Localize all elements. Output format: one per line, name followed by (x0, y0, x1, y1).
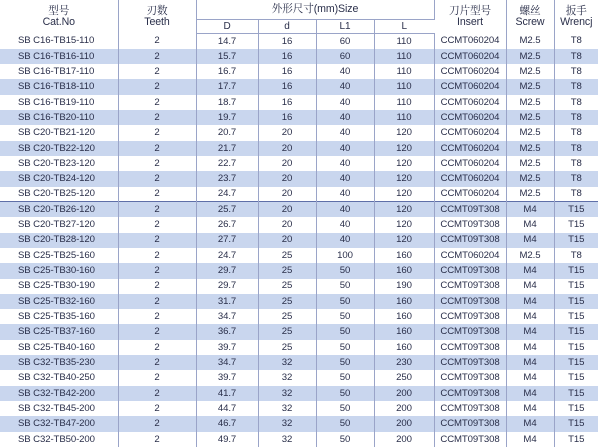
header-cat-cn: 型号 (48, 4, 70, 17)
cat-no-cell: SB C25-TB32-160 (0, 294, 118, 309)
teeth-cell: 2 (118, 309, 196, 324)
table-header (0, 0, 598, 34)
teeth-cell: 2 (118, 386, 196, 401)
teeth-cell: 2 (118, 340, 196, 355)
teeth-cell: 2 (118, 95, 196, 110)
table-row (0, 64, 598, 79)
wrench-cell: T15 (554, 416, 598, 431)
size-L1-cell: 50 (316, 355, 374, 370)
size-d-cell: 20 (258, 156, 316, 171)
screw-cell: M2.5 (506, 171, 554, 186)
insert-cell: CCMT060204 (434, 125, 506, 140)
screw-cell: M2.5 (506, 141, 554, 156)
table-row (0, 217, 598, 232)
teeth-cell: 2 (118, 217, 196, 232)
size-L1-cell: 40 (316, 233, 374, 248)
header-teeth-cn: 刃数 (146, 4, 168, 17)
wrench-cell: T8 (554, 171, 598, 186)
size-D-cell: 44.7 (196, 401, 258, 416)
header-size-d: d (258, 20, 316, 34)
size-L-cell: 190 (374, 279, 434, 294)
size-L-cell: 200 (374, 416, 434, 431)
cat-no-cell: SB C20-TB25-120 (0, 187, 118, 202)
table-row (0, 125, 598, 140)
size-d-cell: 20 (258, 217, 316, 232)
size-d-cell: 16 (258, 49, 316, 64)
insert-cell: CCMT060204 (434, 64, 506, 79)
insert-cell: CCMT060204 (434, 110, 506, 125)
size-D-cell: 29.7 (196, 263, 258, 278)
size-D-cell: 26.7 (196, 217, 258, 232)
wrench-cell: T8 (554, 125, 598, 140)
size-d-cell: 20 (258, 171, 316, 186)
size-L-cell: 200 (374, 401, 434, 416)
size-L-cell: 110 (374, 79, 434, 94)
size-L-cell: 230 (374, 355, 434, 370)
wrench-cell: T8 (554, 34, 598, 49)
screw-cell: M4 (506, 386, 554, 401)
teeth-cell: 2 (118, 34, 196, 49)
insert-cell: CCMT09T308 (434, 324, 506, 339)
wrench-cell: T8 (554, 141, 598, 156)
table-row (0, 141, 598, 156)
size-D-cell: 23.7 (196, 171, 258, 186)
size-L-cell: 160 (374, 309, 434, 324)
size-D-cell: 25.7 (196, 202, 258, 217)
size-L1-cell: 40 (316, 110, 374, 125)
table-row (0, 34, 598, 49)
wrench-cell: T8 (554, 156, 598, 171)
cat-no-cell: SB C16-TB15-110 (0, 34, 118, 49)
screw-cell: M4 (506, 416, 554, 431)
insert-cell: CCMT060204 (434, 156, 506, 171)
cat-no-cell: SB C25-TB35-160 (0, 309, 118, 324)
size-L1-cell: 50 (316, 432, 374, 447)
size-D-cell: 39.7 (196, 370, 258, 385)
header-insert (434, 0, 506, 34)
cat-no-cell: SB C20-TB26-120 (0, 202, 118, 217)
header-screw (506, 0, 554, 34)
size-L1-cell: 40 (316, 217, 374, 232)
cat-no-cell: SB C20-TB24-120 (0, 171, 118, 186)
cat-no-cell: SB C16-TB18-110 (0, 79, 118, 94)
wrench-cell: T8 (554, 49, 598, 64)
insert-cell: CCMT09T308 (434, 233, 506, 248)
size-d-cell: 32 (258, 416, 316, 431)
size-L-cell: 160 (374, 324, 434, 339)
table-row (0, 432, 598, 447)
insert-cell: CCMT09T308 (434, 263, 506, 278)
teeth-cell: 2 (118, 355, 196, 370)
cat-no-cell: SB C32-TB42-200 (0, 386, 118, 401)
screw-cell: M4 (506, 401, 554, 416)
screw-cell: M2.5 (506, 156, 554, 171)
wrench-cell: T15 (554, 386, 598, 401)
cat-no-cell: SB C32-TB47-200 (0, 416, 118, 431)
header-wrench (554, 0, 598, 34)
wrench-cell: T15 (554, 432, 598, 447)
size-L1-cell: 40 (316, 79, 374, 94)
size-D-cell: 17.7 (196, 79, 258, 94)
size-L1-cell: 40 (316, 171, 374, 186)
size-D-cell: 16.7 (196, 64, 258, 79)
teeth-cell: 2 (118, 370, 196, 385)
header-size-D: D (196, 20, 258, 34)
size-L1-cell: 50 (316, 263, 374, 278)
size-L1-cell: 60 (316, 34, 374, 49)
teeth-cell: 2 (118, 64, 196, 79)
header-teeth-en: Teeth (144, 15, 170, 28)
size-d-cell: 20 (258, 125, 316, 140)
size-L1-cell: 60 (316, 49, 374, 64)
header-screw-cn: 螺丝 (519, 4, 541, 17)
header-wrench-cn: 扳手 (565, 4, 587, 17)
header-size-L: L (374, 20, 434, 34)
header-teeth (118, 0, 196, 34)
teeth-cell: 2 (118, 141, 196, 156)
insert-cell: CCMT09T308 (434, 217, 506, 232)
cat-no-cell: SB C25-TB30-190 (0, 279, 118, 294)
table-row (0, 324, 598, 339)
insert-cell: CCMT060204 (434, 49, 506, 64)
table-row (0, 95, 598, 110)
screw-cell: M2.5 (506, 110, 554, 125)
size-L-cell: 110 (374, 34, 434, 49)
table-row (0, 416, 598, 431)
insert-cell: CCMT09T308 (434, 309, 506, 324)
insert-cell: CCMT09T308 (434, 294, 506, 309)
teeth-cell: 2 (118, 263, 196, 278)
header-size-L1: L1 (316, 20, 374, 34)
size-d-cell: 32 (258, 355, 316, 370)
size-D-cell: 49.7 (196, 432, 258, 447)
screw-cell: M4 (506, 217, 554, 232)
cat-no-cell: SB C32-TB35-230 (0, 355, 118, 370)
size-L-cell: 120 (374, 156, 434, 171)
size-L-cell: 110 (374, 110, 434, 125)
wrench-cell: T8 (554, 64, 598, 79)
insert-cell: CCMT09T308 (434, 370, 506, 385)
size-D-cell: 19.7 (196, 110, 258, 125)
screw-cell: M2.5 (506, 79, 554, 94)
size-L1-cell: 50 (316, 309, 374, 324)
wrench-cell: T15 (554, 340, 598, 355)
table-row (0, 263, 598, 278)
size-L1-cell: 50 (316, 279, 374, 294)
teeth-cell: 2 (118, 416, 196, 431)
size-L-cell: 120 (374, 187, 434, 202)
cat-no-cell: SB C16-TB19-110 (0, 95, 118, 110)
size-D-cell: 36.7 (196, 324, 258, 339)
screw-cell: M4 (506, 340, 554, 355)
size-D-cell: 24.7 (196, 187, 258, 202)
size-D-cell: 41.7 (196, 386, 258, 401)
screw-cell: M2.5 (506, 49, 554, 64)
size-L1-cell: 50 (316, 401, 374, 416)
size-L1-cell: 50 (316, 386, 374, 401)
size-L1-cell: 50 (316, 340, 374, 355)
size-d-cell: 25 (258, 263, 316, 278)
size-D-cell: 39.7 (196, 340, 258, 355)
wrench-cell: T15 (554, 324, 598, 339)
size-d-cell: 25 (258, 294, 316, 309)
insert-cell: CCMT09T308 (434, 202, 506, 217)
table-row (0, 110, 598, 125)
table-row (0, 401, 598, 416)
screw-cell: M4 (506, 279, 554, 294)
table-row (0, 294, 598, 309)
size-D-cell: 24.7 (196, 248, 258, 263)
wrench-cell: T15 (554, 217, 598, 232)
screw-cell: M2.5 (506, 64, 554, 79)
table-row (0, 233, 598, 248)
table-body (0, 34, 598, 447)
insert-cell: CCMT09T308 (434, 279, 506, 294)
insert-cell: CCMT09T308 (434, 386, 506, 401)
screw-cell: M4 (506, 263, 554, 278)
screw-cell: M2.5 (506, 248, 554, 263)
teeth-cell: 2 (118, 279, 196, 294)
size-L-cell: 120 (374, 233, 434, 248)
cat-no-cell: SB C16-TB20-110 (0, 110, 118, 125)
size-d-cell: 25 (258, 309, 316, 324)
table-row (0, 248, 598, 263)
screw-cell: M2.5 (506, 34, 554, 49)
size-D-cell: 22.7 (196, 156, 258, 171)
size-L-cell: 200 (374, 386, 434, 401)
teeth-cell: 2 (118, 110, 196, 125)
cat-no-cell: SB C20-TB21-120 (0, 125, 118, 140)
size-L-cell: 110 (374, 64, 434, 79)
cat-no-cell: SB C20-TB22-120 (0, 141, 118, 156)
size-L1-cell: 100 (316, 248, 374, 263)
screw-cell: M4 (506, 355, 554, 370)
wrench-cell: T15 (554, 294, 598, 309)
table-row (0, 156, 598, 171)
wrench-cell: T15 (554, 233, 598, 248)
header-insert-cn: 刀片型号 (449, 4, 491, 17)
size-d-cell: 25 (258, 340, 316, 355)
size-L1-cell: 50 (316, 370, 374, 385)
size-L1-cell: 40 (316, 95, 374, 110)
size-L1-cell: 40 (316, 125, 374, 140)
insert-cell: CCMT09T308 (434, 416, 506, 431)
size-L-cell: 200 (374, 432, 434, 447)
cat-no-cell: SB C25-TB37-160 (0, 324, 118, 339)
size-d-cell: 25 (258, 324, 316, 339)
size-D-cell: 34.7 (196, 355, 258, 370)
insert-cell: CCMT09T308 (434, 355, 506, 370)
size-d-cell: 32 (258, 432, 316, 447)
wrench-cell: T15 (554, 355, 598, 370)
header-insert-en: Insert (457, 15, 483, 28)
teeth-cell: 2 (118, 294, 196, 309)
wrench-cell: T15 (554, 279, 598, 294)
size-L-cell: 160 (374, 294, 434, 309)
wrench-cell: T15 (554, 401, 598, 416)
table-row (0, 79, 598, 94)
teeth-cell: 2 (118, 432, 196, 447)
table-row (0, 187, 598, 202)
table-row (0, 171, 598, 186)
screw-cell: M4 (506, 294, 554, 309)
cat-no-cell: SB C20-TB28-120 (0, 233, 118, 248)
size-D-cell: 20.7 (196, 125, 258, 140)
cat-no-cell: SB C20-TB27-120 (0, 217, 118, 232)
teeth-cell: 2 (118, 171, 196, 186)
size-d-cell: 25 (258, 279, 316, 294)
insert-cell: CCMT060204 (434, 187, 506, 202)
table-row (0, 355, 598, 370)
screw-cell: M4 (506, 233, 554, 248)
size-d-cell: 16 (258, 64, 316, 79)
size-L1-cell: 50 (316, 416, 374, 431)
size-D-cell: 31.7 (196, 294, 258, 309)
size-D-cell: 29.7 (196, 279, 258, 294)
teeth-cell: 2 (118, 248, 196, 263)
table-row (0, 386, 598, 401)
teeth-cell: 2 (118, 125, 196, 140)
header-cat-no (0, 0, 118, 34)
teeth-cell: 2 (118, 202, 196, 217)
header-cat-en: Cat.No (42, 15, 75, 28)
screw-cell: M4 (506, 324, 554, 339)
wrench-cell: T15 (554, 370, 598, 385)
cat-no-cell: SB C25-TB40-160 (0, 340, 118, 355)
teeth-cell: 2 (118, 79, 196, 94)
size-L1-cell: 40 (316, 156, 374, 171)
size-D-cell: 34.7 (196, 309, 258, 324)
wrench-cell: T15 (554, 202, 598, 217)
cat-no-cell: SB C16-TB16-110 (0, 49, 118, 64)
header-screw-en: Screw (515, 15, 545, 28)
screw-cell: M2.5 (506, 95, 554, 110)
size-L-cell: 120 (374, 141, 434, 156)
size-L1-cell: 40 (316, 141, 374, 156)
screw-cell: M4 (506, 309, 554, 324)
size-L-cell: 120 (374, 217, 434, 232)
size-L1-cell: 40 (316, 202, 374, 217)
table-row (0, 370, 598, 385)
size-D-cell: 18.7 (196, 95, 258, 110)
table-row (0, 279, 598, 294)
insert-cell: CCMT09T308 (434, 432, 506, 447)
size-L-cell: 160 (374, 340, 434, 355)
wrench-cell: T8 (554, 79, 598, 94)
table-row (0, 49, 598, 64)
size-L-cell: 110 (374, 49, 434, 64)
size-L-cell: 120 (374, 171, 434, 186)
size-L1-cell: 40 (316, 64, 374, 79)
size-d-cell: 32 (258, 386, 316, 401)
cat-no-cell: SB C20-TB23-120 (0, 156, 118, 171)
screw-cell: M4 (506, 432, 554, 447)
screw-cell: M2.5 (506, 125, 554, 140)
header-wrench-en: Wrencj (560, 15, 593, 28)
insert-cell: CCMT09T308 (434, 401, 506, 416)
size-L1-cell: 40 (316, 187, 374, 202)
size-d-cell: 16 (258, 79, 316, 94)
size-d-cell: 32 (258, 401, 316, 416)
teeth-cell: 2 (118, 49, 196, 64)
size-D-cell: 27.7 (196, 233, 258, 248)
size-d-cell: 20 (258, 233, 316, 248)
teeth-cell: 2 (118, 401, 196, 416)
cat-no-cell: SB C25-TB30-160 (0, 263, 118, 278)
insert-cell: CCMT060204 (434, 248, 506, 263)
size-L-cell: 120 (374, 202, 434, 217)
cat-no-cell: SB C32-TB45-200 (0, 401, 118, 416)
size-d-cell: 16 (258, 110, 316, 125)
cat-no-cell: SB C32-TB50-200 (0, 432, 118, 447)
teeth-cell: 2 (118, 187, 196, 202)
size-L-cell: 250 (374, 370, 434, 385)
size-L-cell: 120 (374, 125, 434, 140)
table-row (0, 202, 598, 217)
insert-cell: CCMT060204 (434, 34, 506, 49)
size-d-cell: 20 (258, 202, 316, 217)
size-D-cell: 15.7 (196, 49, 258, 64)
teeth-cell: 2 (118, 324, 196, 339)
size-D-cell: 21.7 (196, 141, 258, 156)
teeth-cell: 2 (118, 156, 196, 171)
size-D-cell: 46.7 (196, 416, 258, 431)
size-L-cell: 110 (374, 95, 434, 110)
size-L1-cell: 50 (316, 324, 374, 339)
screw-cell: M4 (506, 370, 554, 385)
insert-cell: CCMT060204 (434, 95, 506, 110)
screw-cell: M4 (506, 202, 554, 217)
cat-no-cell: SB C32-TB40-250 (0, 370, 118, 385)
teeth-cell: 2 (118, 233, 196, 248)
table-row (0, 309, 598, 324)
cat-no-cell: SB C25-TB25-160 (0, 248, 118, 263)
size-d-cell: 16 (258, 34, 316, 49)
size-L-cell: 160 (374, 263, 434, 278)
wrench-cell: T8 (554, 248, 598, 263)
size-d-cell: 16 (258, 95, 316, 110)
wrench-cell: T15 (554, 263, 598, 278)
size-d-cell: 20 (258, 187, 316, 202)
table-row (0, 340, 598, 355)
wrench-cell: T8 (554, 187, 598, 202)
wrench-cell: T8 (554, 110, 598, 125)
screw-cell: M2.5 (506, 187, 554, 202)
insert-cell: CCMT060204 (434, 79, 506, 94)
wrench-cell: T15 (554, 309, 598, 324)
insert-cell: CCMT060204 (434, 141, 506, 156)
wrench-cell: T8 (554, 95, 598, 110)
size-L1-cell: 50 (316, 294, 374, 309)
size-d-cell: 25 (258, 248, 316, 263)
header-size: 外形尺寸(mm)Size (196, 0, 434, 20)
size-d-cell: 20 (258, 141, 316, 156)
insert-cell: CCMT09T308 (434, 340, 506, 355)
cat-no-cell: SB C16-TB17-110 (0, 64, 118, 79)
insert-cell: CCMT060204 (434, 171, 506, 186)
size-d-cell: 32 (258, 370, 316, 385)
size-L-cell: 160 (374, 248, 434, 263)
size-D-cell: 14.7 (196, 34, 258, 49)
